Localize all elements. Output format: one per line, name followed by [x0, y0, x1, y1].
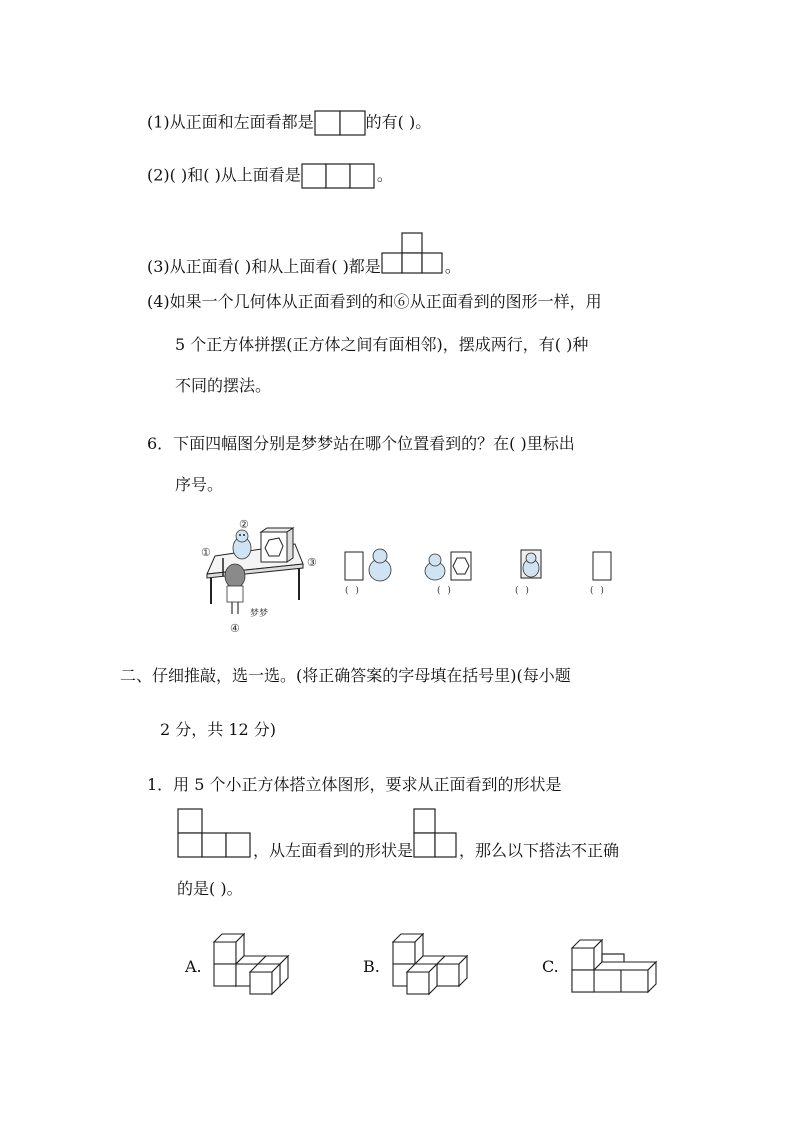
s2-q1-mid-text: ，从左面看到的形状是 [253, 841, 414, 860]
front-view-shape-icon [177, 808, 253, 860]
two-square-view-icon [314, 110, 366, 136]
q5-item-2 [147, 163, 393, 189]
section-2-heading-line-2: 2 分，共 12 分) [160, 720, 277, 739]
q5-item-1-text-after: 的有( )。 [365, 112, 432, 132]
q6-line-1: 6．下面四幅图分别是梦梦站在哪个位置看到的？在( )里标出 [147, 434, 575, 453]
three-square-row-icon [301, 163, 377, 189]
q6-line-2: 序号。 [175, 475, 224, 494]
s2-q1-end-text: ，那么以下搭法不正确 [459, 841, 620, 860]
answer-paren-2: ( ) [437, 586, 453, 596]
option-c-label: C. [542, 957, 559, 976]
left-view-shape-icon [413, 808, 459, 860]
s2-q1-line-1: 1．用 5 个小正方体搭立体图形，要求从正面看到的形状是 [147, 775, 562, 794]
option-b-label: B. [363, 957, 380, 976]
answer-paren-4: ( ) [590, 586, 606, 596]
option-a-cubes-illustration [212, 930, 294, 996]
q5-item-2-text-after: 。 [376, 165, 393, 185]
q6-figure [195, 518, 635, 638]
answer-paren-1: ( ) [345, 586, 361, 596]
position-label-3: ③ [307, 556, 317, 569]
q5-item-1-text-before: (1)从正面和左面看都是 [147, 112, 314, 132]
q5-item-4-line-2: 5 个正方体拼摆(正方体之间有面相邻)，摆成两行，有( )种 [175, 335, 589, 354]
q5-item-4-line-3: 不同的摆法。 [175, 376, 272, 395]
q5-item-3-text-after: 。 [444, 257, 461, 276]
q5-item-4-line-1: (4)如果一个几何体从正面看到的和⑥从正面看到的图形一样，用 [147, 292, 602, 311]
section-2-heading-line-1: 二、仔细推敲，选一选。(将正确答案的字母填在括号里)(每小题 [120, 666, 571, 685]
position-label-4: ④ [230, 622, 240, 635]
position-label-2: ② [239, 518, 249, 531]
s2-q1-line-2 [177, 808, 619, 864]
q5-item-3 [147, 232, 461, 279]
girl-name-label: 梦梦 [250, 609, 269, 619]
table-scene-illustration [195, 518, 635, 638]
option-c-cubes-illustration [570, 936, 660, 996]
q5-item-1 [147, 110, 431, 136]
s2-q1-line-3: 的是( )。 [177, 879, 243, 898]
t-shape-view-icon [381, 232, 445, 276]
q5-item-2-text: (2)( )和( )从上面看是 [147, 165, 301, 185]
option-b-cubes-illustration [391, 930, 473, 996]
answer-paren-3: ( ) [515, 586, 531, 596]
option-a-label: A. [185, 957, 202, 976]
q5-item-3-text: (3)从正面看( )和从上面看( )都是 [147, 257, 381, 276]
position-label-1: ① [201, 546, 211, 559]
